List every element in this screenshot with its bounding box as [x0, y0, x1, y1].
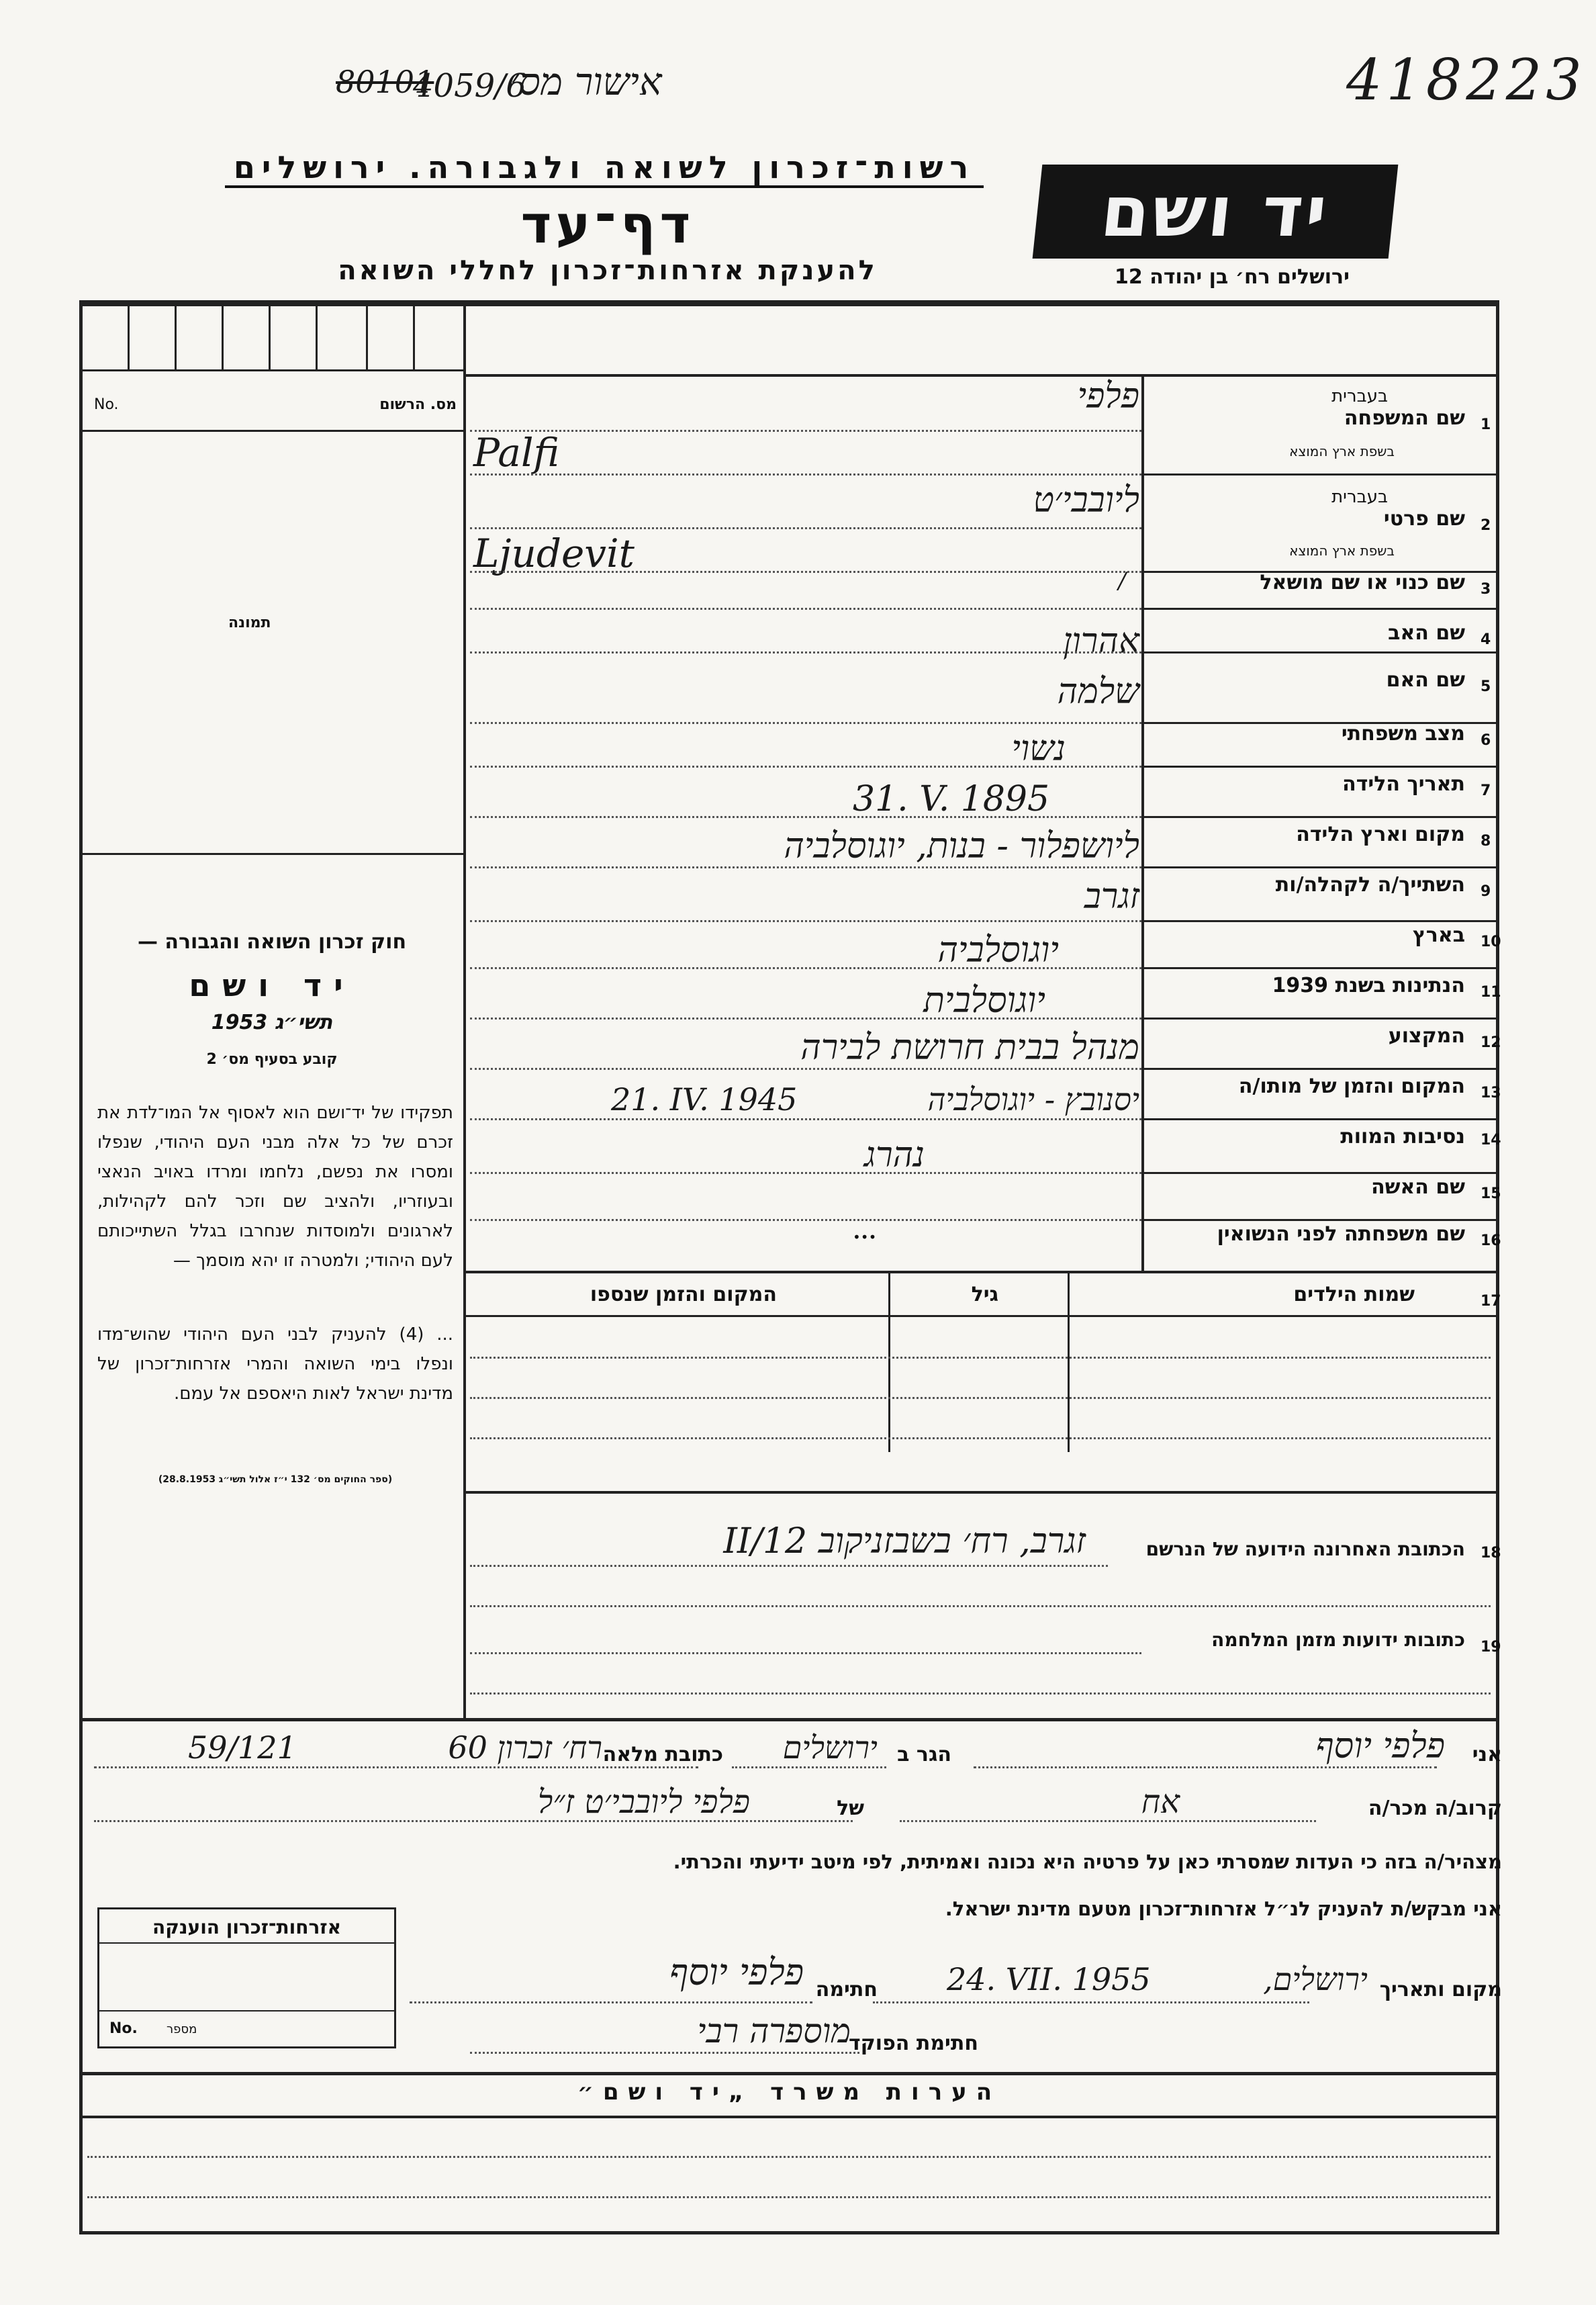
field-2-origin-hint: בשפת ארץ המוצא: [1289, 543, 1395, 559]
field-5-number: 5: [1481, 678, 1491, 695]
field-4-number: 4: [1481, 631, 1491, 648]
field-7-value: 31. V. 1895: [853, 779, 1050, 819]
field-6-number: 6: [1481, 732, 1491, 749]
decl-request: אני מבקש/ת להעניק לנ״ל אזרחות־זכרון מטעם מדינת ישראל.: [945, 1897, 1502, 1920]
field-17-number: 17: [1481, 1293, 1501, 1310]
law-clause: קובע בסעיף מס׳ 2: [206, 1051, 338, 1068]
field-1-latin-value: Palfi: [473, 430, 560, 476]
decl-city: ירושלים: [782, 1729, 878, 1766]
field-11-label: הנתינות בשנת 1939: [1272, 974, 1465, 997]
decl-place-date-label: מקום ותאריך: [1379, 1978, 1502, 2001]
decl-date: 24. VII. 1955: [947, 1961, 1151, 1997]
field-3-number: 3: [1481, 581, 1491, 598]
field-10-label: בארץ: [1412, 923, 1465, 947]
field-12-label: המקצוע: [1388, 1024, 1465, 1048]
approval-number: 4059/6: [413, 67, 526, 105]
field-1-origin-hint: בשפת ארץ המוצא: [1289, 443, 1395, 459]
field-18-number: 18: [1481, 1545, 1501, 1562]
field-14-label: נסיבות המוות: [1340, 1125, 1465, 1148]
citizenship-box-title: אזרחות־זכרון הוענקה: [99, 1916, 394, 1944]
field-1-hebrew-value: פלפי: [1077, 376, 1139, 416]
decl-officer-sig: מוספרה רבי: [697, 2012, 851, 2050]
field-8-label: מקום וארץ הלידה: [1296, 823, 1465, 846]
registration-no: [94, 396, 457, 413]
form-subtitle: להענקת אזרחות־זכרון לחללי השואה: [338, 255, 878, 286]
field-18-label: הכתובת האחרונה הידועה של הנרשם: [1145, 1538, 1465, 1560]
field-6-value: נשוי: [1011, 729, 1066, 769]
field-2-number: 2: [1481, 517, 1491, 534]
field-12-value: מנהל בבית חרושת לבירה: [800, 1028, 1139, 1068]
field-7-label: תאריך הלידה: [1342, 772, 1465, 796]
field-16-number: 16: [1481, 1232, 1501, 1249]
decl-signature-label: חתימה: [815, 1978, 878, 2001]
field-14-number: 14: [1481, 1132, 1501, 1148]
decl-place: ירושלים,: [1263, 1961, 1368, 1997]
field-13-date: 21. IV. 1945: [611, 1081, 798, 1118]
field-19-number: 19: [1481, 1639, 1501, 1656]
law-name: יד ושם: [189, 967, 355, 1003]
field-18-value: זגרב, רח׳ בשבזניקוב 12/II: [723, 1521, 1086, 1562]
decl-officer-label: חתימת הפוקד: [849, 2032, 978, 2055]
law-year: תשי״ג 1953: [211, 1011, 333, 1034]
field-2-latin-value: Ljudevit: [473, 531, 635, 576]
yad-vashem-logo: [1033, 165, 1399, 259]
field-9-number: 9: [1481, 883, 1491, 900]
field-5-label: שם האם: [1386, 668, 1465, 692]
citizenship-box-no: No.: [109, 2020, 138, 2037]
logo-text: יד ושם: [1097, 171, 1333, 253]
field-19-label: כתובות ידועות מזמן המלחמה: [1211, 1629, 1465, 1651]
decl-full-address-label: כתובת מלאה: [602, 1743, 723, 1766]
children-col-names: שמות הילדים: [1293, 1283, 1415, 1306]
field-3-label: שם כנוי או שם מושאל: [1260, 571, 1465, 594]
field-11-number: 11: [1481, 984, 1501, 1001]
field-15-number: 15: [1481, 1185, 1501, 1202]
office-notes-title: הערות משרד „יד ושם״: [577, 2079, 1002, 2106]
field-1-hebrew-hint: בעברית: [1331, 386, 1388, 406]
decl-deceased: פלפי ליובבי׳ט ז״ל: [537, 1783, 750, 1821]
field-4-value: אהרון: [1063, 621, 1139, 662]
address-line: ירושלים רח׳ בן יהודה 12: [1115, 265, 1350, 289]
citizenship-box-heb-no: מספר: [167, 2022, 197, 2036]
decl-residing: הגר ב: [897, 1743, 951, 1766]
approval-label: אישור מס׳: [510, 60, 662, 104]
field-15-label: שם האשה: [1371, 1175, 1465, 1199]
field-1-number: 1: [1481, 416, 1491, 433]
small-mark: •••: [853, 1229, 877, 1245]
field-5-value: שלמה: [1057, 672, 1139, 712]
citizenship-box: [97, 1907, 396, 2048]
field-4-label: שם האב: [1388, 621, 1465, 645]
decl-ani: אני: [1472, 1743, 1502, 1766]
field-11-value: יוגוסלבית: [923, 981, 1045, 1021]
field-13-label: המקום והזמן של מותו/ה: [1238, 1075, 1465, 1098]
field-13-value: יסנובץ - יוגוסלביה: [927, 1081, 1139, 1118]
decl-of: של: [837, 1797, 864, 1820]
children-col-place: המקום והזמן שנספו: [590, 1283, 777, 1306]
field-16-label: שם משפחתה לפני הנשואין: [1217, 1222, 1465, 1246]
registration-no-heb: מס. הרשום: [379, 396, 457, 413]
field-13-number: 13: [1481, 1085, 1501, 1101]
photo-label: תמונה: [228, 615, 271, 631]
field-7-number: 7: [1481, 782, 1491, 799]
decl-signature: פלפי יוסף: [669, 1951, 804, 1993]
field-10-number: 10: [1481, 934, 1501, 950]
field-8-number: 8: [1481, 833, 1491, 850]
field-9-label: השתייך/ה לקהלה/ות: [1275, 873, 1465, 897]
authority-title: רשות־זכרון לשואה ולגבורה. ירושלים: [225, 149, 984, 188]
law-paragraph-2: ... (4) להעניק לבני העם היהודי שהוש־מדו ונפלו בימי השואה והמרי אזרחות־זכרון של מדינת ישראל לאות היאספם אל עמם.: [97, 1324, 454, 1404]
field-2-hebrew-hint: בעברית: [1331, 487, 1388, 507]
law-heading: חוק זכרון השואה והגבורה —: [137, 930, 407, 954]
field-12-number: 12: [1481, 1034, 1501, 1051]
field-14-value: נהרג: [863, 1135, 925, 1175]
decl-name: פלפי יוסף: [1315, 1726, 1445, 1766]
decl-address-number: 59/121: [188, 1729, 297, 1766]
field-3-value: /: [1118, 568, 1126, 594]
registration-no-label: No.: [94, 396, 119, 413]
law-footnote: (ספר החוקים מס׳ 132 י״ז אלול תשי״ג 28.8.1953): [158, 1474, 393, 1485]
children-col-age: גיל: [971, 1283, 998, 1306]
field-10-value: יוגוסלביה: [937, 930, 1059, 970]
decl-declaration: מצהיר/ה בזה כי העדות שמסרתי כאן על פרטיה היא נכונה ואמיתית, לפי מיטב ידיעתי והכרתי.: [673, 1850, 1502, 1873]
field-6-label: מצב משפחתי: [1341, 722, 1465, 745]
law-paragraph-1: תפקידו של יד־ושם הוא לאסוף אל המו־לדת את זכרם של כל אלה מבני העם היהודי, שנפלו ומסרו את נפשם, נלחמו ומרדו באויב הנאצי ובעוזריו, ולהציב שם וזכר להם לקהילות, לארגונים ולמוסדות שנחרבו בגלל השתייכותם לעם היהודי; ולמטרה זו יהא מוסמך —: [97, 1103, 453, 1271]
struck-number: 80101: [336, 64, 434, 100]
field-9-value: זגרב: [1084, 876, 1139, 917]
field-2-hebrew-value: ליובבי׳ט: [1033, 480, 1139, 521]
sheet-number: 418223: [1346, 47, 1586, 113]
decl-street: רח׳ זכרון 60: [448, 1729, 602, 1766]
decl-relation: אח: [1141, 1783, 1180, 1821]
field-2-label: שם פרטי: [1383, 507, 1465, 531]
form-title: דף־עד: [520, 195, 695, 255]
field-8-value: ליושפלור - בנות, יוגוסלביה: [784, 826, 1139, 866]
field-1-label: שם המשפחה: [1344, 406, 1465, 430]
decl-relative-label: קרוב/ה מכר/ה: [1368, 1797, 1502, 1820]
